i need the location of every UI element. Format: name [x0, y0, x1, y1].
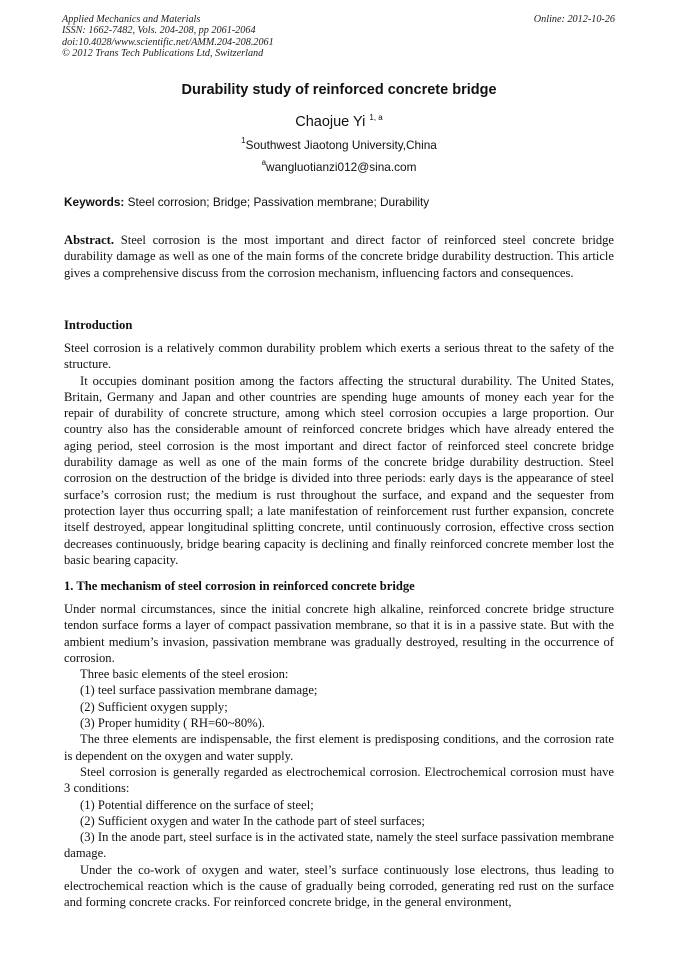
paragraph: Steel corrosion is generally regarded as electrochemical corrosion. Electrochemical corrosion must have 3 conditions:: [64, 764, 614, 796]
introduction-heading: Introduction: [64, 318, 133, 332]
journal-header: [62, 14, 615, 60]
issn-line: ISSN: 1662-7482, Vols. 204-208, pp 2061-2064: [62, 25, 256, 37]
paragraph: The three elements are indispensable, the first element is predisposing conditions, and the corrosion rate is dependent on the oxygen and water supply.: [64, 732, 614, 763]
online-date: Online: 2012-10-26: [533, 14, 615, 25]
paper-title: Durability study of reinforced concrete bridge: [181, 82, 497, 98]
list-item: (2) Sufficient oxygen supply;: [80, 699, 228, 714]
section-1-heading: 1. The mechanism of steel corrosion in reinforced concrete bridge: [64, 579, 415, 593]
keywords-line: [64, 195, 616, 209]
affiliation-text: Southwest Jiaotong University,China: [245, 138, 437, 152]
email-address: wangluotianzi012@sina.com: [266, 160, 417, 174]
affiliation-superscript: 1: [241, 136, 246, 145]
keywords-label: Keywords:: [64, 195, 125, 209]
paragraph: Steel corrosion is a relatively common durability problem which exerts a serious threat to the safety of the structure.: [64, 341, 614, 372]
section-1-body: [64, 601, 614, 911]
paragraph: Three basic elements of the steel erosion:: [80, 667, 289, 682]
abstract-text: Steel corrosion is the most important and direct factor of reinforced steel concrete bridge durability damage as well as one of the main forms of the concrete bridge durability destruction. This article gives a comprehensive discuss from the corrosion mechanism, influencing factors and consequences.: [64, 233, 615, 280]
email-superscript: a: [261, 158, 267, 167]
paragraph: Under normal circumstances, since the initial concrete high alkaline, reinforced concrete bridge structure tendon surface forms a layer of compact passivation membrane, so that it is in a passive state. But with the ambient medium’s invasion, passivation membrane was gradually destroyed, resulting in the occurrence of corrosion.: [64, 602, 614, 665]
author-superscript: 1, a: [369, 113, 383, 122]
introduction-body: [64, 340, 614, 568]
journal-name: Applied Mechanics and Materials: [62, 14, 201, 25]
list-item: (1) Potential difference on the surface of steel;: [80, 797, 314, 812]
affiliation-line: [0, 138, 678, 152]
author-name: Chaojue Yi: [295, 114, 366, 130]
list-item: (3) Proper humidity ( RH=60~80%).: [80, 716, 265, 731]
paragraph: It occupies dominant position among the factors affecting the structural durability. The United States, Britain, Germany and Japan and other countries are spending huge amounts of money each year for the repair of durability of concrete structure, among which steel corrosion occupies a large proportion. Our country also has the considerable amount of reinforced concrete bridges which have already entered the aging period, steel corrosion is the most important and direct factor of reinforced steel concrete bridge durability damage as well as one of the main forms of the concrete bridge durability destruction. Steel corrosion on the destruction of the bridge is divided into three periods: early days is the appearance of steel surface’s corrosion rust; the medium is rust throughout the surface, and expand and the sequester from protection layer thus occurring spall; a late manifestation of reinforcement rust further expansion, concrete itself destroyed, appear longitudinal splitting concrete, until continuously corrosion, effective cross section decreases continuously, bridge bearing capacity is declining and finally reinforced concrete member lost the basic bearing capacity.: [64, 373, 614, 567]
paragraph: Under the co-work of oxygen and water, steel’s surface continuously lose electrons, thus leading to electrochemical reaction which is the cause of gradually being corroded, generating red rust on the surface and forming concrete cracks. For reinforced concrete bridge, in the general environment,: [64, 862, 614, 910]
email-line: [0, 160, 678, 174]
list-item: (2) Sufficient oxygen and water In the cathode part of steel surfaces;: [80, 813, 425, 828]
list-item: (3) In the anode part, steel surface is in the activated state, namely the steel surface passivation membrane damage.: [64, 830, 614, 861]
keywords-text: Steel corrosion; Bridge; Passivation membrane; Durability: [127, 195, 430, 209]
abstract: [64, 232, 614, 281]
author-line: [0, 114, 678, 130]
abstract-label: Abstract.: [64, 233, 115, 247]
list-item: (1) teel surface passivation membrane damage;: [80, 683, 318, 698]
copyright-line: © 2012 Trans Tech Publications Ltd, Switzerland: [62, 48, 264, 60]
doi-line: doi:10.4028/www.scientific.net/AMM.204-208.2061: [62, 36, 274, 48]
